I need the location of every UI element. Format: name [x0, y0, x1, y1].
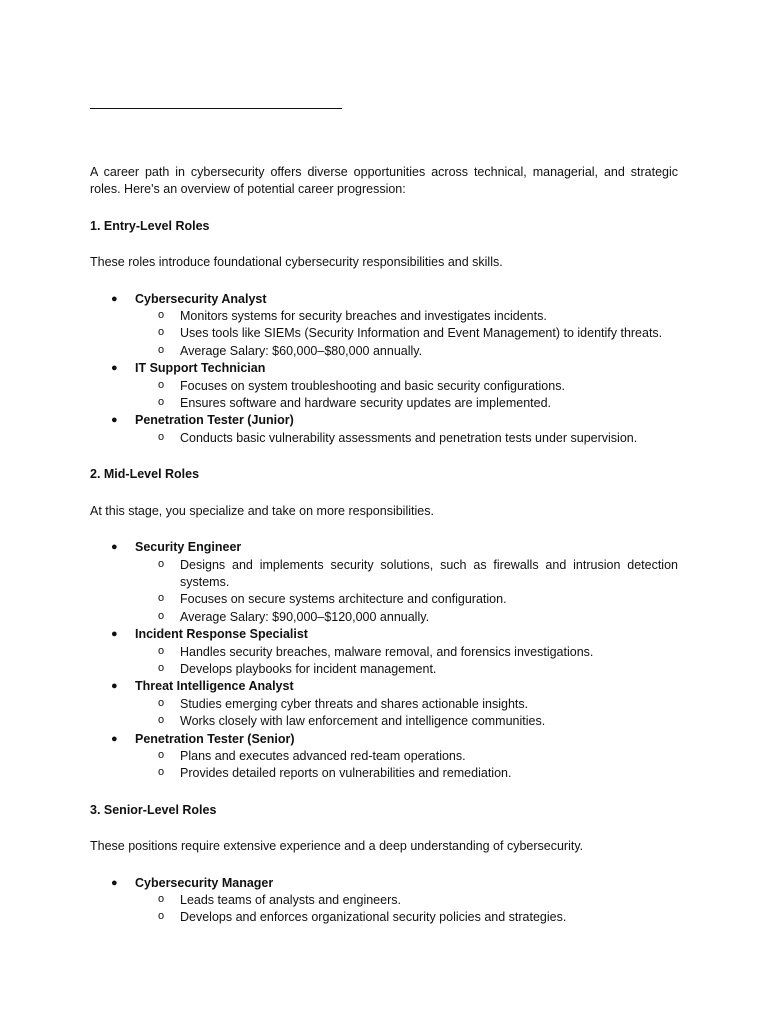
circle-bullet-icon: o	[158, 326, 165, 339]
detail-text: Plans and executes advanced red-team operations.	[180, 748, 466, 763]
role-list	[90, 539, 678, 783]
circle-bullet-icon: o	[158, 644, 165, 657]
section-description: At this stage, you specialize and take on more responsibilities.	[90, 503, 434, 518]
circle-bullet-icon: o	[158, 609, 165, 622]
detail-item	[135, 378, 678, 395]
detail-item	[135, 343, 678, 360]
circle-bullet-icon: o	[158, 910, 165, 923]
detail-text: Works closely with law enforcement and intelligence communities.	[180, 714, 546, 729]
circle-bullet-icon: o	[158, 343, 165, 356]
title-underline	[90, 108, 342, 109]
detail-item	[135, 325, 678, 342]
role-title: Threat Intelligence Analyst	[135, 679, 294, 694]
role-item	[90, 360, 678, 412]
detail-item	[135, 308, 678, 325]
detail-item	[135, 713, 678, 730]
role-item	[90, 291, 678, 361]
document-body	[90, 164, 678, 946]
bullet-icon: ●	[111, 414, 118, 427]
circle-bullet-icon: o	[158, 661, 165, 674]
section-mid-level	[90, 466, 678, 783]
section-senior-level	[90, 802, 678, 927]
detail-text: Handles security breaches, malware removal, and forensics investigations.	[180, 644, 594, 659]
role-item	[90, 412, 678, 447]
role-list	[90, 291, 678, 448]
detail-item	[135, 557, 678, 592]
role-item	[90, 626, 678, 678]
detail-text: Focuses on system troubleshooting and basic security configurations.	[180, 378, 565, 393]
detail-item	[135, 892, 678, 909]
bullet-icon: ●	[111, 292, 118, 305]
detail-text: Monitors systems for security breaches and investigates incidents.	[180, 309, 547, 324]
detail-text: Designs and implements security solutions, such as firewalls and intrusion detection systems.	[180, 557, 678, 589]
detail-item	[135, 748, 678, 765]
bullet-icon: ●	[111, 362, 118, 375]
role-title: IT Support Technician	[135, 361, 266, 376]
circle-bullet-icon: o	[158, 592, 165, 605]
detail-list	[135, 378, 678, 413]
detail-text: Ensures software and hardware security updates are implemented.	[180, 396, 552, 411]
section-heading: 3. Senior-Level Roles	[90, 802, 217, 817]
role-list	[90, 875, 678, 927]
detail-text: Conducts basic vulnerability assessments and penetration tests under supervision.	[180, 430, 638, 445]
detail-text: Focuses on secure systems architecture and configuration.	[180, 592, 507, 607]
bullet-icon: ●	[111, 541, 118, 554]
detail-text: Leads teams of analysts and engineers.	[180, 893, 401, 907]
role-title: Penetration Tester (Senior)	[135, 731, 295, 746]
role-item	[90, 678, 678, 730]
detail-list	[135, 748, 678, 783]
detail-item	[135, 909, 678, 926]
circle-bullet-icon: o	[158, 557, 165, 570]
role-title: Penetration Tester (Junior)	[135, 413, 294, 428]
bullet-icon: ●	[111, 680, 118, 693]
detail-item	[135, 661, 678, 678]
circle-bullet-icon: o	[158, 893, 165, 905]
section-heading: 2. Mid-Level Roles	[90, 467, 200, 482]
circle-bullet-icon: o	[158, 696, 165, 709]
circle-bullet-icon: o	[158, 309, 165, 322]
detail-item	[135, 696, 678, 713]
circle-bullet-icon: o	[158, 396, 165, 409]
detail-text: Develops and enforces organizational security policies and strategies.	[180, 910, 567, 925]
detail-list	[135, 430, 678, 447]
detail-list	[135, 892, 678, 927]
circle-bullet-icon: o	[158, 378, 165, 391]
detail-list	[135, 308, 678, 360]
detail-text: Provides detailed reports on vulnerabilities and remediation.	[180, 766, 512, 781]
detail-item	[135, 395, 678, 412]
role-title: Cybersecurity Manager	[135, 875, 274, 890]
role-title: Incident Response Specialist	[135, 627, 308, 642]
detail-item	[135, 644, 678, 661]
role-item	[90, 875, 678, 927]
section-description: These positions require extensive experience and a deep understanding of cybersecurity.	[90, 839, 584, 854]
role-item	[90, 539, 678, 626]
section-heading: 1. Entry-Level Roles	[90, 218, 210, 233]
role-title: Security Engineer	[135, 540, 242, 555]
detail-text: Studies emerging cyber threats and shares actionable insights.	[180, 696, 529, 711]
detail-item	[135, 609, 678, 626]
circle-bullet-icon: o	[158, 766, 165, 779]
detail-list	[135, 644, 678, 679]
intro-paragraph: A career path in cybersecurity offers diverse opportunities across technical, managerial, and strategic roles. Here's an overview of potential career progression:	[90, 165, 678, 197]
detail-text: Average Salary: $60,000–$80,000 annually.	[180, 343, 423, 358]
detail-item	[135, 430, 678, 447]
detail-list	[135, 557, 678, 627]
bullet-icon: ●	[111, 732, 118, 745]
circle-bullet-icon: o	[158, 748, 165, 761]
role-title: Cybersecurity Analyst	[135, 291, 267, 306]
circle-bullet-icon: o	[158, 714, 165, 727]
detail-text: Develops playbooks for incident management.	[180, 661, 437, 676]
detail-list	[135, 696, 678, 731]
bullet-icon: ●	[111, 628, 118, 641]
detail-item	[135, 591, 678, 608]
detail-text: Uses tools like SIEMs (Security Information and Event Management) to identify threats.	[180, 326, 663, 341]
section-entry-level	[90, 218, 678, 447]
role-item	[90, 731, 678, 783]
circle-bullet-icon: o	[158, 430, 165, 443]
detail-item	[135, 765, 678, 782]
section-description: These roles introduce foundational cybersecurity responsibilities and skills.	[90, 255, 503, 270]
bullet-icon: ●	[111, 876, 118, 889]
detail-text: Average Salary: $90,000–$120,000 annually.	[180, 609, 430, 624]
